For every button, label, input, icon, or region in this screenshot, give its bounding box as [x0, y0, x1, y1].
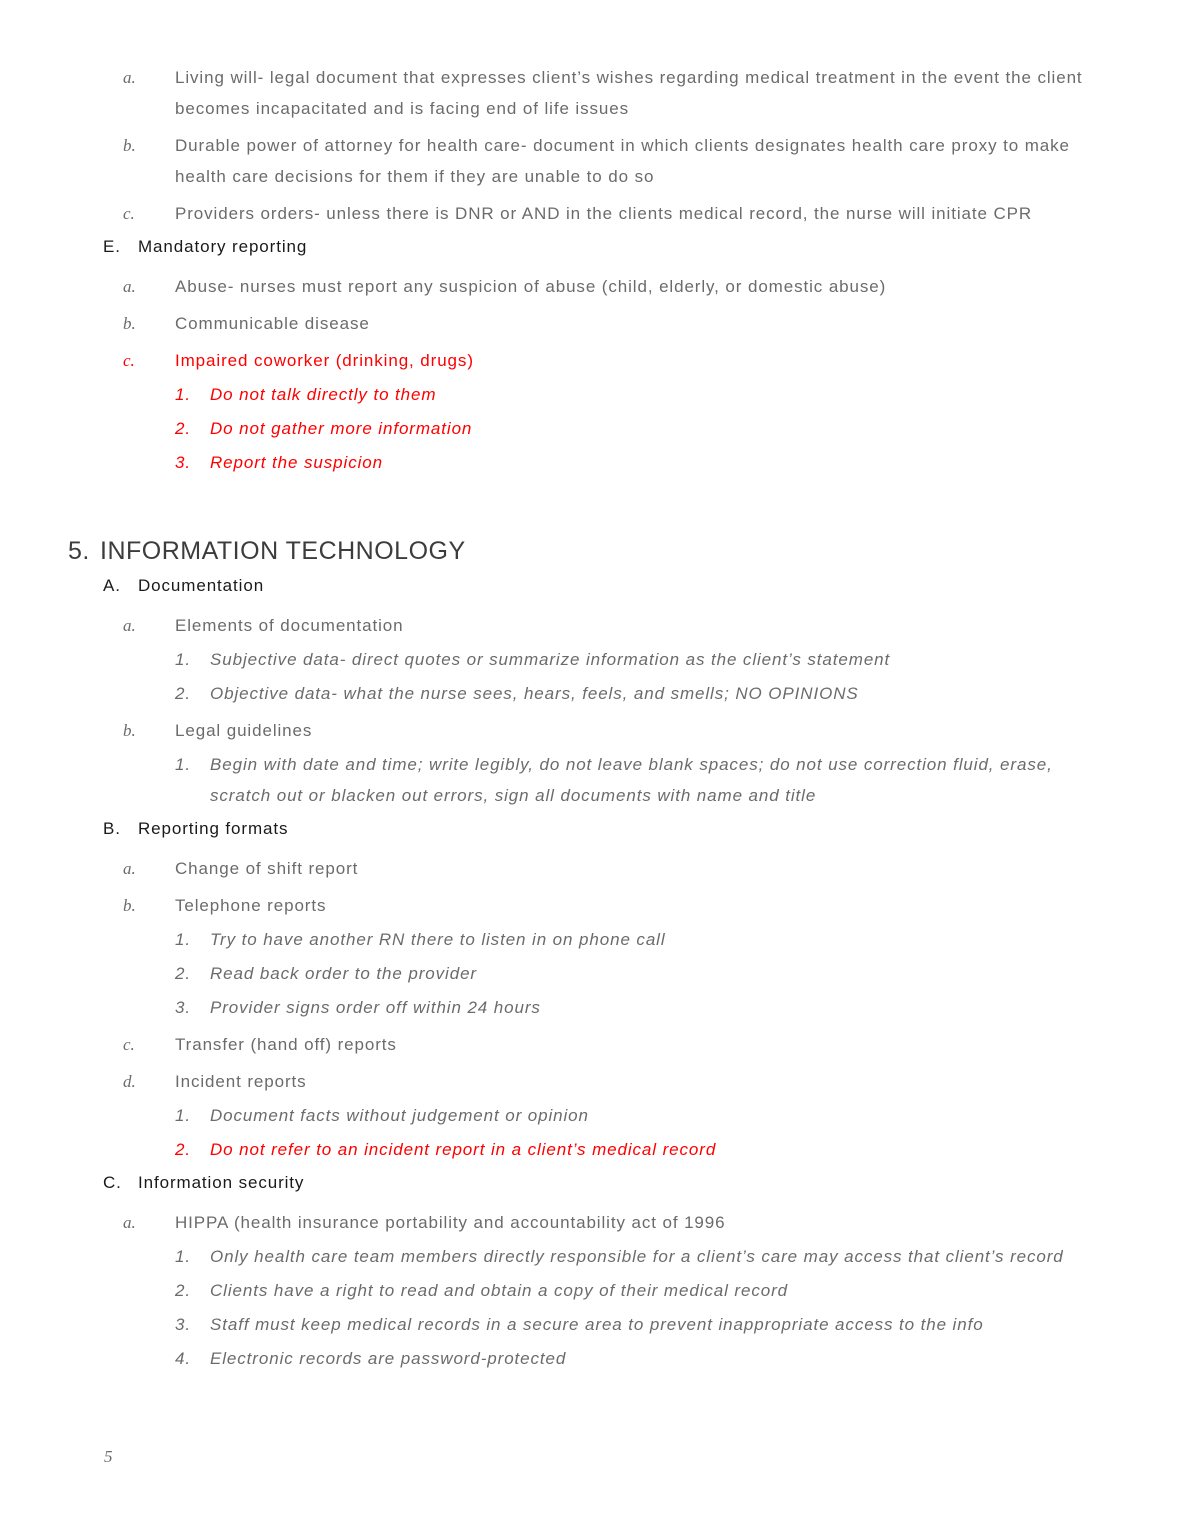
list-marker: a.: [123, 1213, 136, 1232]
section-heading-text: Reporting formats: [138, 819, 289, 838]
outline-number-item: [0, 1134, 1190, 1165]
list-marker: 5.: [68, 537, 90, 565]
page-number: 5: [104, 1447, 113, 1466]
list-marker: c.: [123, 1035, 135, 1054]
outline-letter-item-text: Transfer (hand off) reports: [175, 1035, 397, 1054]
outline-number-item-text: Do not talk directly to them: [210, 385, 437, 404]
outline-number-item-text: Electronic records are password-protected: [210, 1349, 567, 1368]
outline-letter-item: [0, 198, 1190, 229]
outline-number-item-text: Read back order to the provider: [210, 964, 477, 983]
outline-number-item: [0, 958, 1190, 989]
outline-number-item: [0, 678, 1190, 709]
outline-number-item-text: Objective data- what the nurse sees, hears, feels, and smells; NO OPINIONS: [210, 684, 859, 703]
list-marker: 4.: [175, 1349, 191, 1368]
outline-letter-item-text: Living will- legal document that expresses client’s wishes regarding medical treatment in the event the client becomes incapacitated and is facing end of life issues: [175, 68, 1083, 118]
outline-letter-item: [0, 715, 1190, 746]
outline-letter-item: [0, 890, 1190, 921]
outline-letter-item: [0, 308, 1190, 339]
list-marker: c.: [123, 204, 135, 223]
list-marker: b.: [123, 721, 136, 740]
outline-number-item-text: Clients have a right to read and obtain a copy of their medical record: [210, 1281, 789, 1300]
outline-number-item-text: Only health care team members directly responsible for a client’s care may access that client’s record: [210, 1247, 1064, 1266]
outline-letter-item: [0, 62, 1190, 124]
chapter-title-text: INFORMATION TECHNOLOGY: [100, 537, 466, 565]
outline-number-item: [0, 413, 1190, 444]
list-marker: 2.: [175, 1281, 191, 1300]
list-marker: 1.: [175, 650, 191, 669]
section-heading-text: Information security: [138, 1173, 305, 1192]
outline-number-item: [0, 924, 1190, 955]
outline-number-item: [0, 1309, 1190, 1340]
outline-number-item-text: Report the suspicion: [210, 453, 383, 472]
section-heading: [0, 231, 1190, 262]
outline-letter-item-text: Legal guidelines: [175, 721, 313, 740]
outline-letter-item-text: Incident reports: [175, 1072, 307, 1091]
outline-number-item-text: Do not gather more information: [210, 419, 473, 438]
outline-number-item: [0, 749, 1190, 811]
outline-letter-item: [0, 1066, 1190, 1097]
list-marker: 3.: [175, 998, 191, 1017]
outline-number-item: [0, 1100, 1190, 1131]
list-marker: 3.: [175, 1315, 191, 1334]
list-marker: a.: [123, 616, 136, 635]
outline-letter-item: [0, 345, 1190, 376]
section-heading: [0, 570, 1190, 601]
list-marker: E.: [103, 237, 121, 256]
outline-number-item-text: Begin with date and time; write legibly, do not leave blank spaces; do not use correction fluid, erase, scratch out or blacken out errors, sign all documents with name and title: [210, 755, 1053, 805]
outline-number-item-text: Provider signs order off within 24 hours: [210, 998, 541, 1017]
outline-number-item: [0, 379, 1190, 410]
list-marker: 1.: [175, 1106, 191, 1125]
outline-letter-item: [0, 610, 1190, 641]
list-marker: a.: [123, 859, 136, 878]
list-marker: b.: [123, 314, 136, 333]
outline-number-item-text: Do not refer to an incident report in a client’s medical record: [210, 1140, 717, 1159]
outline-number-item: [0, 447, 1190, 478]
list-marker: a.: [123, 68, 136, 87]
outline-letter-item: [0, 130, 1190, 192]
outline-letter-item: [0, 1207, 1190, 1238]
list-marker: b.: [123, 136, 136, 155]
list-marker: c.: [123, 351, 135, 370]
section-heading: [0, 1167, 1190, 1198]
outline-number-item-text: Document facts without judgement or opinion: [210, 1106, 589, 1125]
outline-number-item: [0, 1343, 1190, 1374]
outline-number-item-text: Try to have another RN there to listen in on phone call: [210, 930, 666, 949]
list-marker: a.: [123, 277, 136, 296]
list-marker: 2.: [175, 964, 191, 983]
outline-letter-item-text: HIPPA (health insurance portability and accountability act of 1996: [175, 1213, 726, 1232]
outline-letter-item: [0, 853, 1190, 884]
outline-letter-item-text: Durable power of attorney for health care- document in which clients designates health care proxy to make health care decisions for them if they are unable to do so: [175, 136, 1070, 186]
outline-letter-item: [0, 1029, 1190, 1060]
list-marker: 1.: [175, 1247, 191, 1266]
section-heading-text: Documentation: [138, 576, 265, 595]
outline-number-item: [0, 992, 1190, 1023]
list-marker: b.: [123, 896, 136, 915]
document-body: [0, 62, 1190, 1374]
list-marker: A.: [103, 576, 121, 595]
chapter-title: [0, 534, 1190, 568]
list-marker: 1.: [175, 755, 191, 774]
outline-letter-item-text: Communicable disease: [175, 314, 370, 333]
outline-number-item-text: Staff must keep medical records in a secure area to prevent inappropriate access to the info: [210, 1315, 984, 1334]
list-marker: B.: [103, 819, 121, 838]
outline-letter-item-text: Providers orders- unless there is DNR or AND in the clients medical record, the nurse will initiate CPR: [175, 204, 1033, 223]
outline-number-item: [0, 1275, 1190, 1306]
outline-letter-item: [0, 271, 1190, 302]
outline-number-item: [0, 1241, 1190, 1272]
outline-letter-item-text: Abuse- nurses must report any suspicion of abuse (child, elderly, or domestic abuse): [175, 277, 887, 296]
outline-number-item: [0, 644, 1190, 675]
outline-number-item-text: Subjective data- direct quotes or summarize information as the client’s statement: [210, 650, 891, 669]
list-marker: 3.: [175, 453, 191, 472]
outline-letter-item-text: Telephone reports: [175, 896, 327, 915]
list-marker: 1.: [175, 930, 191, 949]
outline-letter-item-text: Impaired coworker (drinking, drugs): [175, 351, 474, 370]
outline-letter-item-text: Change of shift report: [175, 859, 359, 878]
list-marker: C.: [103, 1173, 122, 1192]
section-heading-text: Mandatory reporting: [138, 237, 308, 256]
list-marker: d.: [123, 1072, 136, 1091]
list-marker: 2.: [175, 419, 191, 438]
list-marker: 1.: [175, 385, 191, 404]
outline-letter-item-text: Elements of documentation: [175, 616, 404, 635]
list-marker: 2.: [175, 684, 191, 703]
list-marker: 2.: [175, 1140, 191, 1159]
section-heading: [0, 813, 1190, 844]
